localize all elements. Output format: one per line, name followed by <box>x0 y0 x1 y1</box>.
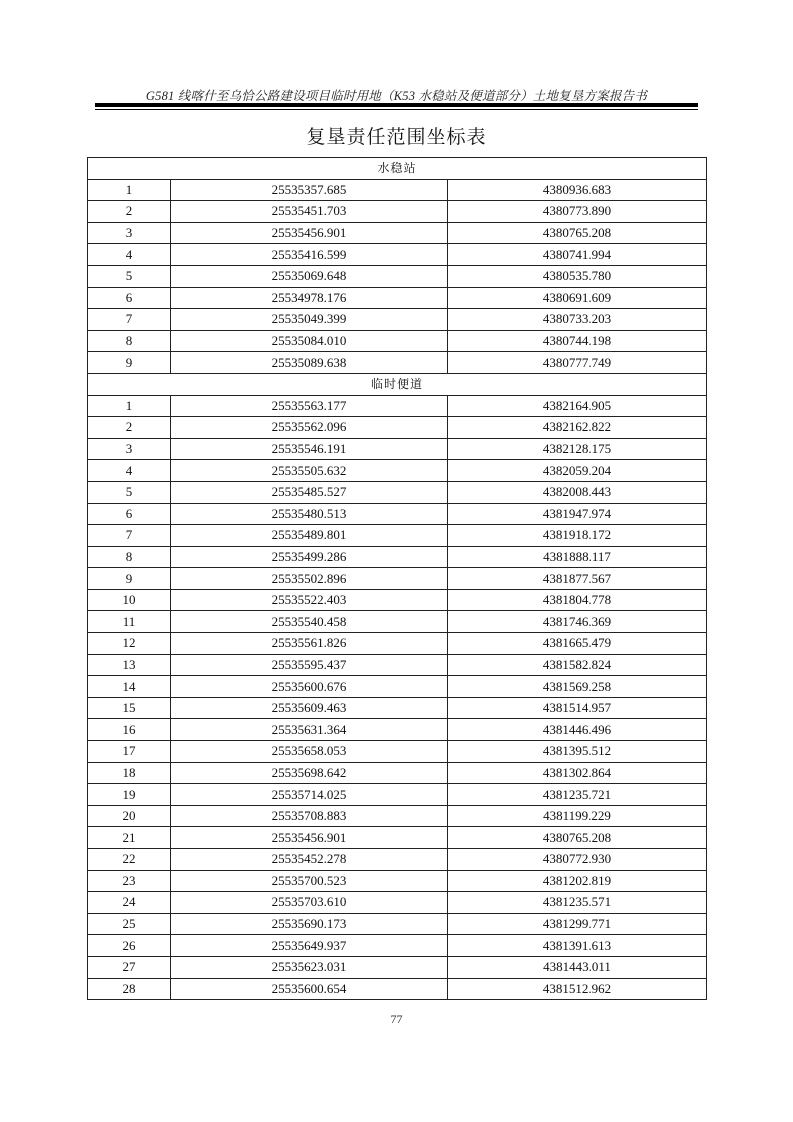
x-coordinate-cell: 25535609.463 <box>171 697 448 719</box>
table-row <box>88 352 707 374</box>
point-number-cell: 27 <box>88 956 171 978</box>
y-coordinate-cell: 4381199.229 <box>448 805 707 827</box>
y-coordinate-cell: 4380691.609 <box>448 287 707 309</box>
x-coordinate-cell: 25535600.676 <box>171 676 448 698</box>
table-row <box>88 913 707 935</box>
point-number-cell: 3 <box>88 222 171 244</box>
y-coordinate-cell: 4381514.957 <box>448 697 707 719</box>
table-row <box>88 633 707 655</box>
table-row <box>88 244 707 266</box>
table-row <box>88 827 707 849</box>
x-coordinate-cell: 25535452.278 <box>171 849 448 871</box>
table-row <box>88 654 707 676</box>
y-coordinate-cell: 4381804.778 <box>448 589 707 611</box>
x-coordinate-cell: 25535456.901 <box>171 827 448 849</box>
header-rule-thin <box>95 109 698 110</box>
table-row <box>88 395 707 417</box>
y-coordinate-cell: 4380936.683 <box>448 179 707 201</box>
x-coordinate-cell: 25535631.364 <box>171 719 448 741</box>
table-row <box>88 546 707 568</box>
x-coordinate-cell: 25535480.513 <box>171 503 448 525</box>
table-row <box>88 460 707 482</box>
table-row <box>88 676 707 698</box>
table-row <box>88 697 707 719</box>
x-coordinate-cell: 25535708.883 <box>171 805 448 827</box>
point-number-cell: 1 <box>88 395 171 417</box>
x-coordinate-cell: 25535649.937 <box>171 935 448 957</box>
x-coordinate-cell: 25535703.610 <box>171 892 448 914</box>
point-number-cell: 23 <box>88 870 171 892</box>
table-row <box>88 892 707 914</box>
table-row <box>88 525 707 547</box>
point-number-cell: 8 <box>88 546 171 568</box>
page-number: 77 <box>390 1012 403 1026</box>
x-coordinate-cell: 25535561.826 <box>171 633 448 655</box>
x-coordinate-cell: 25535540.458 <box>171 611 448 633</box>
table-row <box>88 265 707 287</box>
y-coordinate-cell: 4380777.749 <box>448 352 707 374</box>
point-number-cell: 4 <box>88 460 171 482</box>
y-coordinate-cell: 4382164.905 <box>448 395 707 417</box>
y-coordinate-cell: 4382128.175 <box>448 438 707 460</box>
table-row <box>88 719 707 741</box>
x-coordinate-cell: 25535357.685 <box>171 179 448 201</box>
x-coordinate-cell: 25535049.399 <box>171 309 448 331</box>
point-number-cell: 26 <box>88 935 171 957</box>
x-coordinate-cell: 25535451.703 <box>171 201 448 223</box>
x-coordinate-cell: 25535698.642 <box>171 762 448 784</box>
y-coordinate-cell: 4382059.204 <box>448 460 707 482</box>
x-coordinate-cell: 25535489.801 <box>171 525 448 547</box>
x-coordinate-cell: 25535456.901 <box>171 222 448 244</box>
point-number-cell: 20 <box>88 805 171 827</box>
y-coordinate-cell: 4381395.512 <box>448 741 707 763</box>
x-coordinate-cell: 25535600.654 <box>171 978 448 1000</box>
y-coordinate-cell: 4380535.780 <box>448 265 707 287</box>
y-coordinate-cell: 4381569.258 <box>448 676 707 698</box>
x-coordinate-cell: 25535595.437 <box>171 654 448 676</box>
point-number-cell: 7 <box>88 309 171 331</box>
table-row <box>88 784 707 806</box>
y-coordinate-cell: 4381235.721 <box>448 784 707 806</box>
y-coordinate-cell: 4380772.930 <box>448 849 707 871</box>
x-coordinate-cell: 25535690.173 <box>171 913 448 935</box>
table-row <box>88 935 707 957</box>
table-row <box>88 481 707 503</box>
table-row <box>88 611 707 633</box>
x-coordinate-cell: 25535623.031 <box>171 956 448 978</box>
point-number-cell: 16 <box>88 719 171 741</box>
y-coordinate-cell: 4380765.208 <box>448 827 707 849</box>
point-number-cell: 11 <box>88 611 171 633</box>
y-coordinate-cell: 4381665.479 <box>448 633 707 655</box>
coordinate-table <box>87 157 707 1000</box>
point-number-cell: 7 <box>88 525 171 547</box>
table-row <box>88 978 707 1000</box>
x-coordinate-cell: 25535700.523 <box>171 870 448 892</box>
table-row <box>88 741 707 763</box>
table-row <box>88 568 707 590</box>
x-coordinate-cell: 25535505.632 <box>171 460 448 482</box>
y-coordinate-cell: 4381918.172 <box>448 525 707 547</box>
y-coordinate-cell: 4381888.117 <box>448 546 707 568</box>
y-coordinate-cell: 4380765.208 <box>448 222 707 244</box>
table-row <box>88 287 707 309</box>
y-coordinate-cell: 4381443.011 <box>448 956 707 978</box>
table-row <box>88 589 707 611</box>
y-coordinate-cell: 4380741.994 <box>448 244 707 266</box>
point-number-cell: 13 <box>88 654 171 676</box>
coordinate-table-body <box>88 158 707 1000</box>
table-row <box>88 870 707 892</box>
x-coordinate-cell: 25535485.527 <box>171 481 448 503</box>
header-rule-thick <box>95 103 698 107</box>
x-coordinate-cell: 25535416.599 <box>171 244 448 266</box>
point-number-cell: 5 <box>88 265 171 287</box>
y-coordinate-cell: 4381446.496 <box>448 719 707 741</box>
point-number-cell: 24 <box>88 892 171 914</box>
y-coordinate-cell: 4381746.369 <box>448 611 707 633</box>
section-title: 水稳站 <box>88 158 707 180</box>
x-coordinate-cell: 25535089.638 <box>171 352 448 374</box>
point-number-cell: 5 <box>88 481 171 503</box>
point-number-cell: 28 <box>88 978 171 1000</box>
point-number-cell: 3 <box>88 438 171 460</box>
y-coordinate-cell: 4381391.613 <box>448 935 707 957</box>
x-coordinate-cell: 25535522.403 <box>171 589 448 611</box>
x-coordinate-cell: 25535562.096 <box>171 417 448 439</box>
point-number-cell: 21 <box>88 827 171 849</box>
point-number-cell: 22 <box>88 849 171 871</box>
section-header-row <box>88 373 707 395</box>
y-coordinate-cell: 4381582.824 <box>448 654 707 676</box>
y-coordinate-cell: 4382008.443 <box>448 481 707 503</box>
y-coordinate-cell: 4381877.567 <box>448 568 707 590</box>
y-coordinate-cell: 4381299.771 <box>448 913 707 935</box>
point-number-cell: 6 <box>88 503 171 525</box>
point-number-cell: 9 <box>88 352 171 374</box>
table-row <box>88 330 707 352</box>
point-number-cell: 14 <box>88 676 171 698</box>
table-row <box>88 309 707 331</box>
y-coordinate-cell: 4381302.864 <box>448 762 707 784</box>
section-header-row <box>88 158 707 180</box>
table-row <box>88 956 707 978</box>
point-number-cell: 17 <box>88 741 171 763</box>
table-row <box>88 849 707 871</box>
point-number-cell: 15 <box>88 697 171 719</box>
y-coordinate-cell: 4380733.203 <box>448 309 707 331</box>
y-coordinate-cell: 4381235.571 <box>448 892 707 914</box>
x-coordinate-cell: 25534978.176 <box>171 287 448 309</box>
point-number-cell: 8 <box>88 330 171 352</box>
x-coordinate-cell: 25535502.896 <box>171 568 448 590</box>
point-number-cell: 2 <box>88 201 171 223</box>
point-number-cell: 12 <box>88 633 171 655</box>
point-number-cell: 10 <box>88 589 171 611</box>
point-number-cell: 19 <box>88 784 171 806</box>
table-row <box>88 179 707 201</box>
section-title: 临时便道 <box>88 373 707 395</box>
y-coordinate-cell: 4381947.974 <box>448 503 707 525</box>
table-row <box>88 805 707 827</box>
point-number-cell: 25 <box>88 913 171 935</box>
x-coordinate-cell: 25535084.010 <box>171 330 448 352</box>
y-coordinate-cell: 4381202.819 <box>448 870 707 892</box>
x-coordinate-cell: 25535714.025 <box>171 784 448 806</box>
x-coordinate-cell: 25535658.053 <box>171 741 448 763</box>
y-coordinate-cell: 4382162.822 <box>448 417 707 439</box>
table-row <box>88 762 707 784</box>
table-row <box>88 503 707 525</box>
table-row <box>88 222 707 244</box>
y-coordinate-cell: 4380744.198 <box>448 330 707 352</box>
point-number-cell: 18 <box>88 762 171 784</box>
x-coordinate-cell: 25535069.648 <box>171 265 448 287</box>
point-number-cell: 1 <box>88 179 171 201</box>
point-number-cell: 4 <box>88 244 171 266</box>
point-number-cell: 2 <box>88 417 171 439</box>
running-header: G581 线喀什至乌恰公路建设项目临时用地（K53 水稳站及便道部分）土地复垦方案报告书 <box>145 89 648 103</box>
table-row <box>88 438 707 460</box>
point-number-cell: 9 <box>88 568 171 590</box>
y-coordinate-cell: 4380773.890 <box>448 201 707 223</box>
x-coordinate-cell: 25535546.191 <box>171 438 448 460</box>
table-title: 复垦责任范围坐标表 <box>306 126 487 148</box>
y-coordinate-cell: 4381512.962 <box>448 978 707 1000</box>
table-row <box>88 201 707 223</box>
point-number-cell: 6 <box>88 287 171 309</box>
x-coordinate-cell: 25535499.286 <box>171 546 448 568</box>
x-coordinate-cell: 25535563.177 <box>171 395 448 417</box>
table-row <box>88 417 707 439</box>
